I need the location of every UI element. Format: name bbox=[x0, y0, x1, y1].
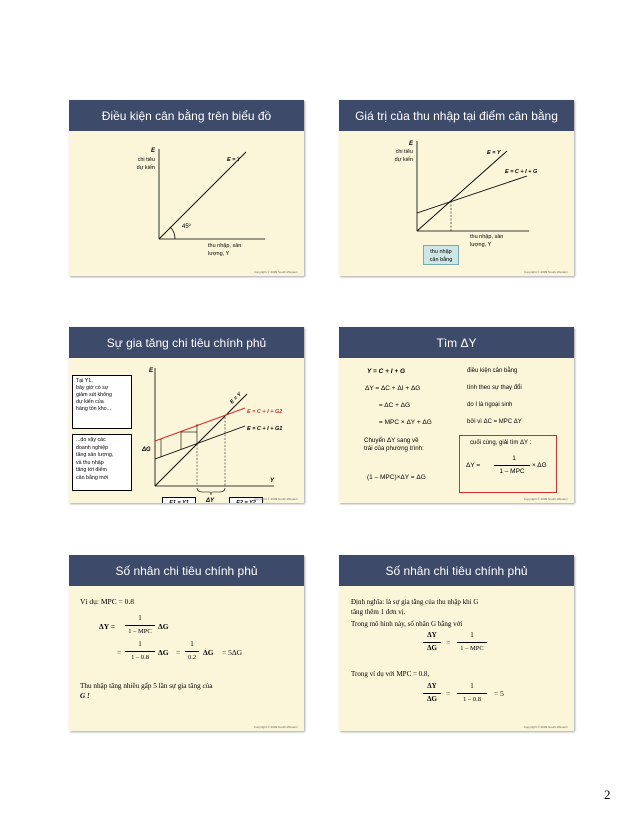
equation-note: do I là ngoại sinh bbox=[467, 402, 513, 408]
page-number: 2 bbox=[604, 787, 611, 802]
e-axis-label: E bbox=[408, 141, 413, 147]
fraction-bar bbox=[494, 465, 530, 466]
equation-row: = MPC × ΔY + ΔG bbox=[379, 419, 432, 426]
slide-title: Tìm ΔY bbox=[339, 327, 574, 358]
slide-body bbox=[339, 586, 574, 731]
e2-label: E2 = Y2 bbox=[236, 500, 256, 503]
e-axis-desc: dự kiến bbox=[136, 165, 155, 171]
delta-g: ΔG bbox=[158, 648, 169, 657]
delta-g: ΔG bbox=[203, 648, 214, 657]
fraction-numerator: 1 bbox=[138, 614, 142, 622]
solution-label: cuối cùng, giải tìm ΔY : bbox=[470, 440, 532, 446]
fraction-numerator: 1 bbox=[138, 640, 142, 648]
delta-y-lhs: ΔY = bbox=[99, 622, 115, 631]
note-line: tăng tới điểm bbox=[76, 467, 107, 473]
e1-label: E1 = Y1 bbox=[169, 500, 189, 503]
ratio-numerator: ΔY bbox=[427, 631, 437, 639]
slide-equilibrium-income bbox=[339, 100, 574, 276]
ratio-denominator: ΔG bbox=[427, 695, 437, 703]
fraction-denominator: 1 – 0.8 bbox=[131, 654, 149, 661]
slide-title: Điều kiện cân bằng trên biểu đồ bbox=[69, 100, 304, 131]
e-axis-desc: chi tiêu bbox=[395, 149, 413, 155]
line-e-equals-y bbox=[155, 394, 247, 486]
angle-label: 45º bbox=[182, 224, 191, 230]
slide-title: Giá trị của thu nhập tại điểm cân bằng bbox=[339, 100, 574, 131]
slide-body bbox=[339, 358, 574, 503]
fraction-bar bbox=[423, 642, 441, 643]
equation-note: bởi vì ΔC = MPC ΔY bbox=[467, 419, 522, 425]
rearrange-text: Chuyển ΔY sang về bbox=[364, 437, 419, 444]
delta-g-label: ΔG bbox=[142, 447, 151, 453]
y-axis-label: Y bbox=[270, 478, 275, 484]
line-g2 bbox=[155, 408, 245, 441]
conclusion-text: G ! bbox=[80, 692, 90, 700]
equals-sign: = bbox=[176, 648, 181, 657]
box-line: thu nhập bbox=[430, 249, 452, 255]
fraction-denominator: 0.2 bbox=[187, 654, 197, 661]
fraction-denominator: 1 – MPC bbox=[460, 645, 484, 652]
ratio-denominator: ΔG bbox=[427, 644, 437, 652]
line-label: E = Y bbox=[227, 157, 241, 163]
line2-label: E = C + I + G bbox=[505, 169, 538, 175]
example-text: Ví dụ: MPC = 0.8 bbox=[80, 597, 135, 606]
x-axis-label: lượng, Y bbox=[208, 251, 230, 257]
solution-lhs: ΔY = bbox=[466, 462, 481, 469]
note-line: ...do vậy các bbox=[76, 437, 106, 443]
slide-body bbox=[69, 131, 304, 276]
fraction-numerator: 1 bbox=[470, 631, 474, 639]
slide-body bbox=[339, 131, 574, 276]
result-text: = 5 bbox=[494, 689, 504, 698]
slide-multiplier-example bbox=[69, 555, 304, 731]
rearrange-text: trái của phương trình: bbox=[364, 445, 424, 452]
line-g1-label: E = C + I + G1 bbox=[247, 426, 283, 432]
copyright: Copyright © 2009 South-Western bbox=[253, 270, 298, 274]
note-line: Tại Y1, bbox=[76, 378, 93, 384]
fraction-denominator: 1 – MPC bbox=[128, 628, 152, 635]
solution-box bbox=[459, 435, 557, 493]
note-box-output bbox=[72, 434, 132, 491]
equals-sign: = bbox=[446, 638, 451, 647]
fraction-denominator: 1 – 0.8 bbox=[463, 696, 481, 703]
slide-title: Sự gia tăng chi tiêu chính phủ bbox=[69, 327, 304, 358]
note-box-inventory bbox=[72, 375, 132, 429]
equation-note: điều kiện cân bằng bbox=[467, 368, 518, 374]
e-axis-label: E bbox=[150, 148, 155, 154]
delta-g: ΔG bbox=[158, 622, 169, 631]
slide-body bbox=[69, 586, 304, 731]
line-e-equals-y bbox=[159, 152, 246, 239]
line-g2-label: E = C + I + G2 bbox=[247, 409, 283, 415]
equals-sign: = bbox=[446, 689, 451, 698]
copyright: Copyright © 2009 South-Western bbox=[523, 270, 568, 274]
result-text: = 5ΔG bbox=[222, 648, 243, 657]
e1-box bbox=[162, 497, 196, 503]
slide-body bbox=[69, 358, 304, 503]
solution-numerator: 1 bbox=[512, 455, 516, 462]
line-ey-label: E = Y bbox=[229, 391, 243, 406]
line-g1 bbox=[155, 426, 245, 459]
note-line: dự kiến của bbox=[76, 399, 104, 405]
copyright: Copyright © 2009 South-Western bbox=[253, 725, 298, 729]
delta-y-brace bbox=[197, 488, 225, 495]
fraction-bar bbox=[125, 625, 155, 626]
fraction-numerator: 1 bbox=[470, 682, 474, 690]
equilibrium-income-box bbox=[423, 245, 459, 265]
e-axis-label: E bbox=[148, 368, 153, 374]
solution-denominator: 1 – MPC bbox=[499, 468, 525, 475]
fraction-bar bbox=[423, 693, 441, 694]
fraction-bar bbox=[457, 642, 487, 643]
e-axis-desc: dự kiến bbox=[394, 157, 413, 163]
slide-government-spending-increase bbox=[69, 327, 304, 503]
example-text: Trong ví dụ với MPC = 0.8, bbox=[351, 670, 430, 678]
line-e-equals-y bbox=[417, 151, 507, 231]
fraction-bar bbox=[125, 651, 155, 652]
slide-title: Số nhân chi tiêu chính phủ bbox=[339, 555, 574, 586]
solution-rhs: × ΔG bbox=[532, 462, 547, 469]
note-line: giảm sút không bbox=[76, 392, 112, 398]
model-text: Trong mô hình này, số nhân G bằng với bbox=[351, 620, 463, 628]
equation-row: = ΔC + ΔG bbox=[379, 402, 411, 409]
e-axis-desc: chi tiêu bbox=[137, 157, 155, 163]
fraction-bar bbox=[457, 693, 487, 694]
definition-text: Định nghĩa: là sự gia tăng của thu nhập khi G bbox=[351, 598, 479, 606]
copyright: Copyright © 2009 South-Western bbox=[523, 497, 568, 501]
definition-text: tăng thêm 1 đơn vị. bbox=[351, 608, 406, 616]
slide-title: Số nhân chi tiêu chính phủ bbox=[69, 555, 304, 586]
note-line: doanh nghiệp bbox=[76, 444, 109, 451]
x-axis-label: thu nhập, sản bbox=[470, 234, 504, 240]
note-line: cân bằng mới bbox=[76, 474, 109, 481]
copyright: Copyright © 2009 South-Western bbox=[523, 725, 568, 729]
ratio-numerator: ΔY bbox=[427, 682, 437, 690]
line1-label: E = Y bbox=[487, 150, 501, 156]
note-line: hàng tồn kho... bbox=[76, 406, 112, 412]
equilibrium-diagram bbox=[69, 131, 304, 276]
equation-row: ΔY = ΔC + ΔI + ΔG bbox=[365, 385, 421, 392]
fraction-bar bbox=[185, 651, 199, 652]
equation-note: tính theo sự thay đổi bbox=[467, 385, 522, 391]
equals-sign: = bbox=[117, 648, 122, 657]
delta-y-label: ΔY bbox=[206, 498, 215, 503]
fraction-numerator: 1 bbox=[190, 640, 194, 648]
box-line: cân bằng bbox=[429, 257, 453, 263]
rearranged-equation: (1 – MPC)×ΔY = ΔG bbox=[367, 474, 426, 481]
slide-equilibrium-graph bbox=[69, 100, 304, 276]
x-axis-label: thu nhập, sản bbox=[208, 243, 242, 249]
copyright: Copyright © 2009 South-Western bbox=[253, 497, 298, 501]
note-line: bây giờ có sự bbox=[76, 385, 109, 391]
conclusion-text: Thu nhập tăng nhiều gấp 5 lần sự gia tăng của bbox=[80, 682, 213, 690]
slide-find-delta-y bbox=[339, 327, 574, 503]
x-axis-label: lượng, Y bbox=[470, 242, 492, 248]
equation-row: Y = C + I + G bbox=[367, 368, 405, 375]
note-line: và thu nhập bbox=[76, 459, 104, 466]
slide-multiplier-definition bbox=[339, 555, 574, 731]
note-line: tăng sản lượng, bbox=[76, 452, 114, 458]
angle-arc bbox=[170, 227, 175, 239]
